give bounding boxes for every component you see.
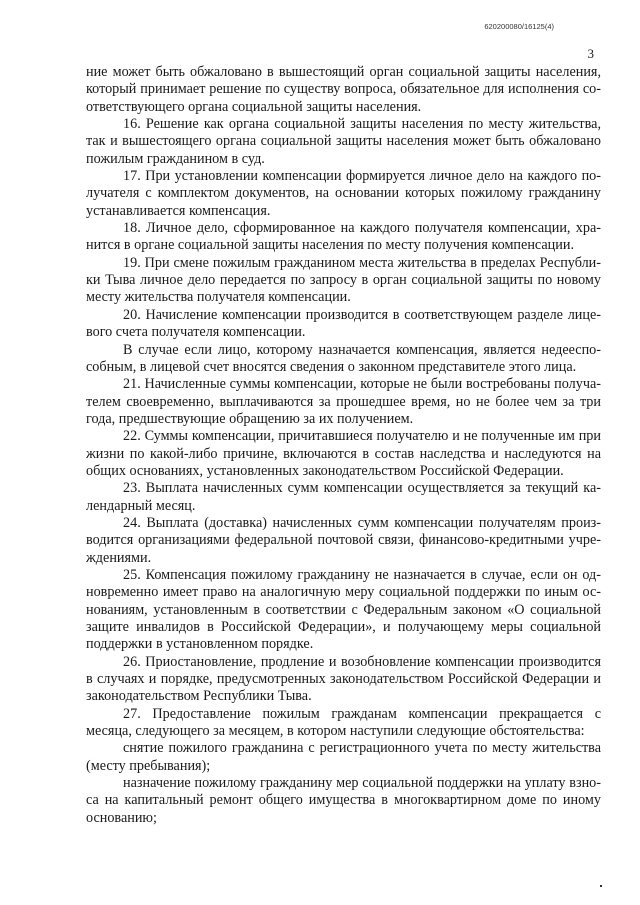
paragraph-19: 19. При смене пожилым гражданином места жительства в пределах Республики Тыва личное дело передается по запросу в орган социальной защиты по новому месту жительства получателя компенсации. — [86, 254, 601, 306]
paragraph-20-note: В случае если лицо, которому назначается компенсация, является недееспособным, в лицевой счет вносятся сведения о законном представителе этого лица. — [86, 341, 601, 375]
scan-mark — [600, 885, 602, 887]
paragraph-24: 24. Выплата (доставка) начисленных сумм компенсации получателям производится организациями федеральной почтовой связи, финансово-кредитными учреждениями. — [86, 514, 601, 566]
paragraph-23: 23. Выплата начисленных сумм компенсации осуществляется за текущий календарный месяц. — [86, 480, 601, 514]
paragraph-25: 25. Компенсация пожилому гражданину не назначается в случае, если он одновременно имеет право на аналогичную меру социальной поддержки по иным основаниям, установленным в соответствии с Федеральным законом «О социальной защите инвалидов в Российской Федерации», и получающему меры социальной поддержки в установленном порядке. — [86, 566, 601, 653]
paragraph-21: 21. Начисленные суммы компенсации, которые не были востребованы получателем своевременно, выплачиваются за прошедшее время, но не более чем за три года, предшествующие обращению за их получением. — [86, 376, 601, 427]
paragraph-27-item-1: снятие пожилого гражданина с регистрационного учета по месту жительства (месту пребывания); — [86, 740, 601, 774]
paragraph-17: 17. При установлении компенсации формируется личное дело на каждого получателя с комплектом документов, на основании которых пожилому гражданину устанавливается компенсация. — [86, 168, 601, 219]
paragraph-16: 16. Решение как органа социальной защиты населения по месту жительства, так и вышестоящего органа социальной защиты населения может быть обжаловано пожилым гражданином в суд. — [86, 116, 601, 167]
paragraph-20: 20. Начисление компенсации производится в соответствующем разделе лицевого счета получателя компенсации. — [86, 306, 601, 341]
paragraph-27: 27. Предоставление пожилым гражданам компенсации прекращается с месяца, следующего за месяцем, в котором наступили следующие обстоятельства: — [86, 705, 601, 740]
page-number: 3 — [587, 46, 594, 61]
paragraph-27-item-2: назначение пожилому гражданину мер социальной поддержки на уплату взноса на капитальный ремонт общего имущества в многоквартирном доме по иному основанию; — [86, 775, 601, 826]
paragraph-22: 22. Суммы компенсации, причитавшиеся получателю и не полученные им при жизни по какой-либо причине, включаются в состав наследства и наследуются на общих основаниях, установленных законодательством Российской Федерации. — [86, 428, 601, 479]
paragraph-18: 18. Личное дело, сформированное на каждого получателя компенсации, хранится в органе социальной защиты населения по месту получения компенсации. — [86, 220, 601, 254]
paragraph-26: 26. Приостановление, продление и возобновление компенсации производится в случаях и порядке, предусмотренных законодательством Российской Федерации и законодательством Республики Тыва. — [86, 653, 601, 705]
paragraph-continuation: ние может быть обжаловано в вышестоящий орган социальной защиты населения, который принимает решение по существу вопроса, обязательное для исполнения соответствующего органа социальной защиты населения. — [86, 64, 601, 115]
document-code: 620200080/16125(4) — [484, 22, 554, 31]
document-body — [86, 64, 601, 827]
